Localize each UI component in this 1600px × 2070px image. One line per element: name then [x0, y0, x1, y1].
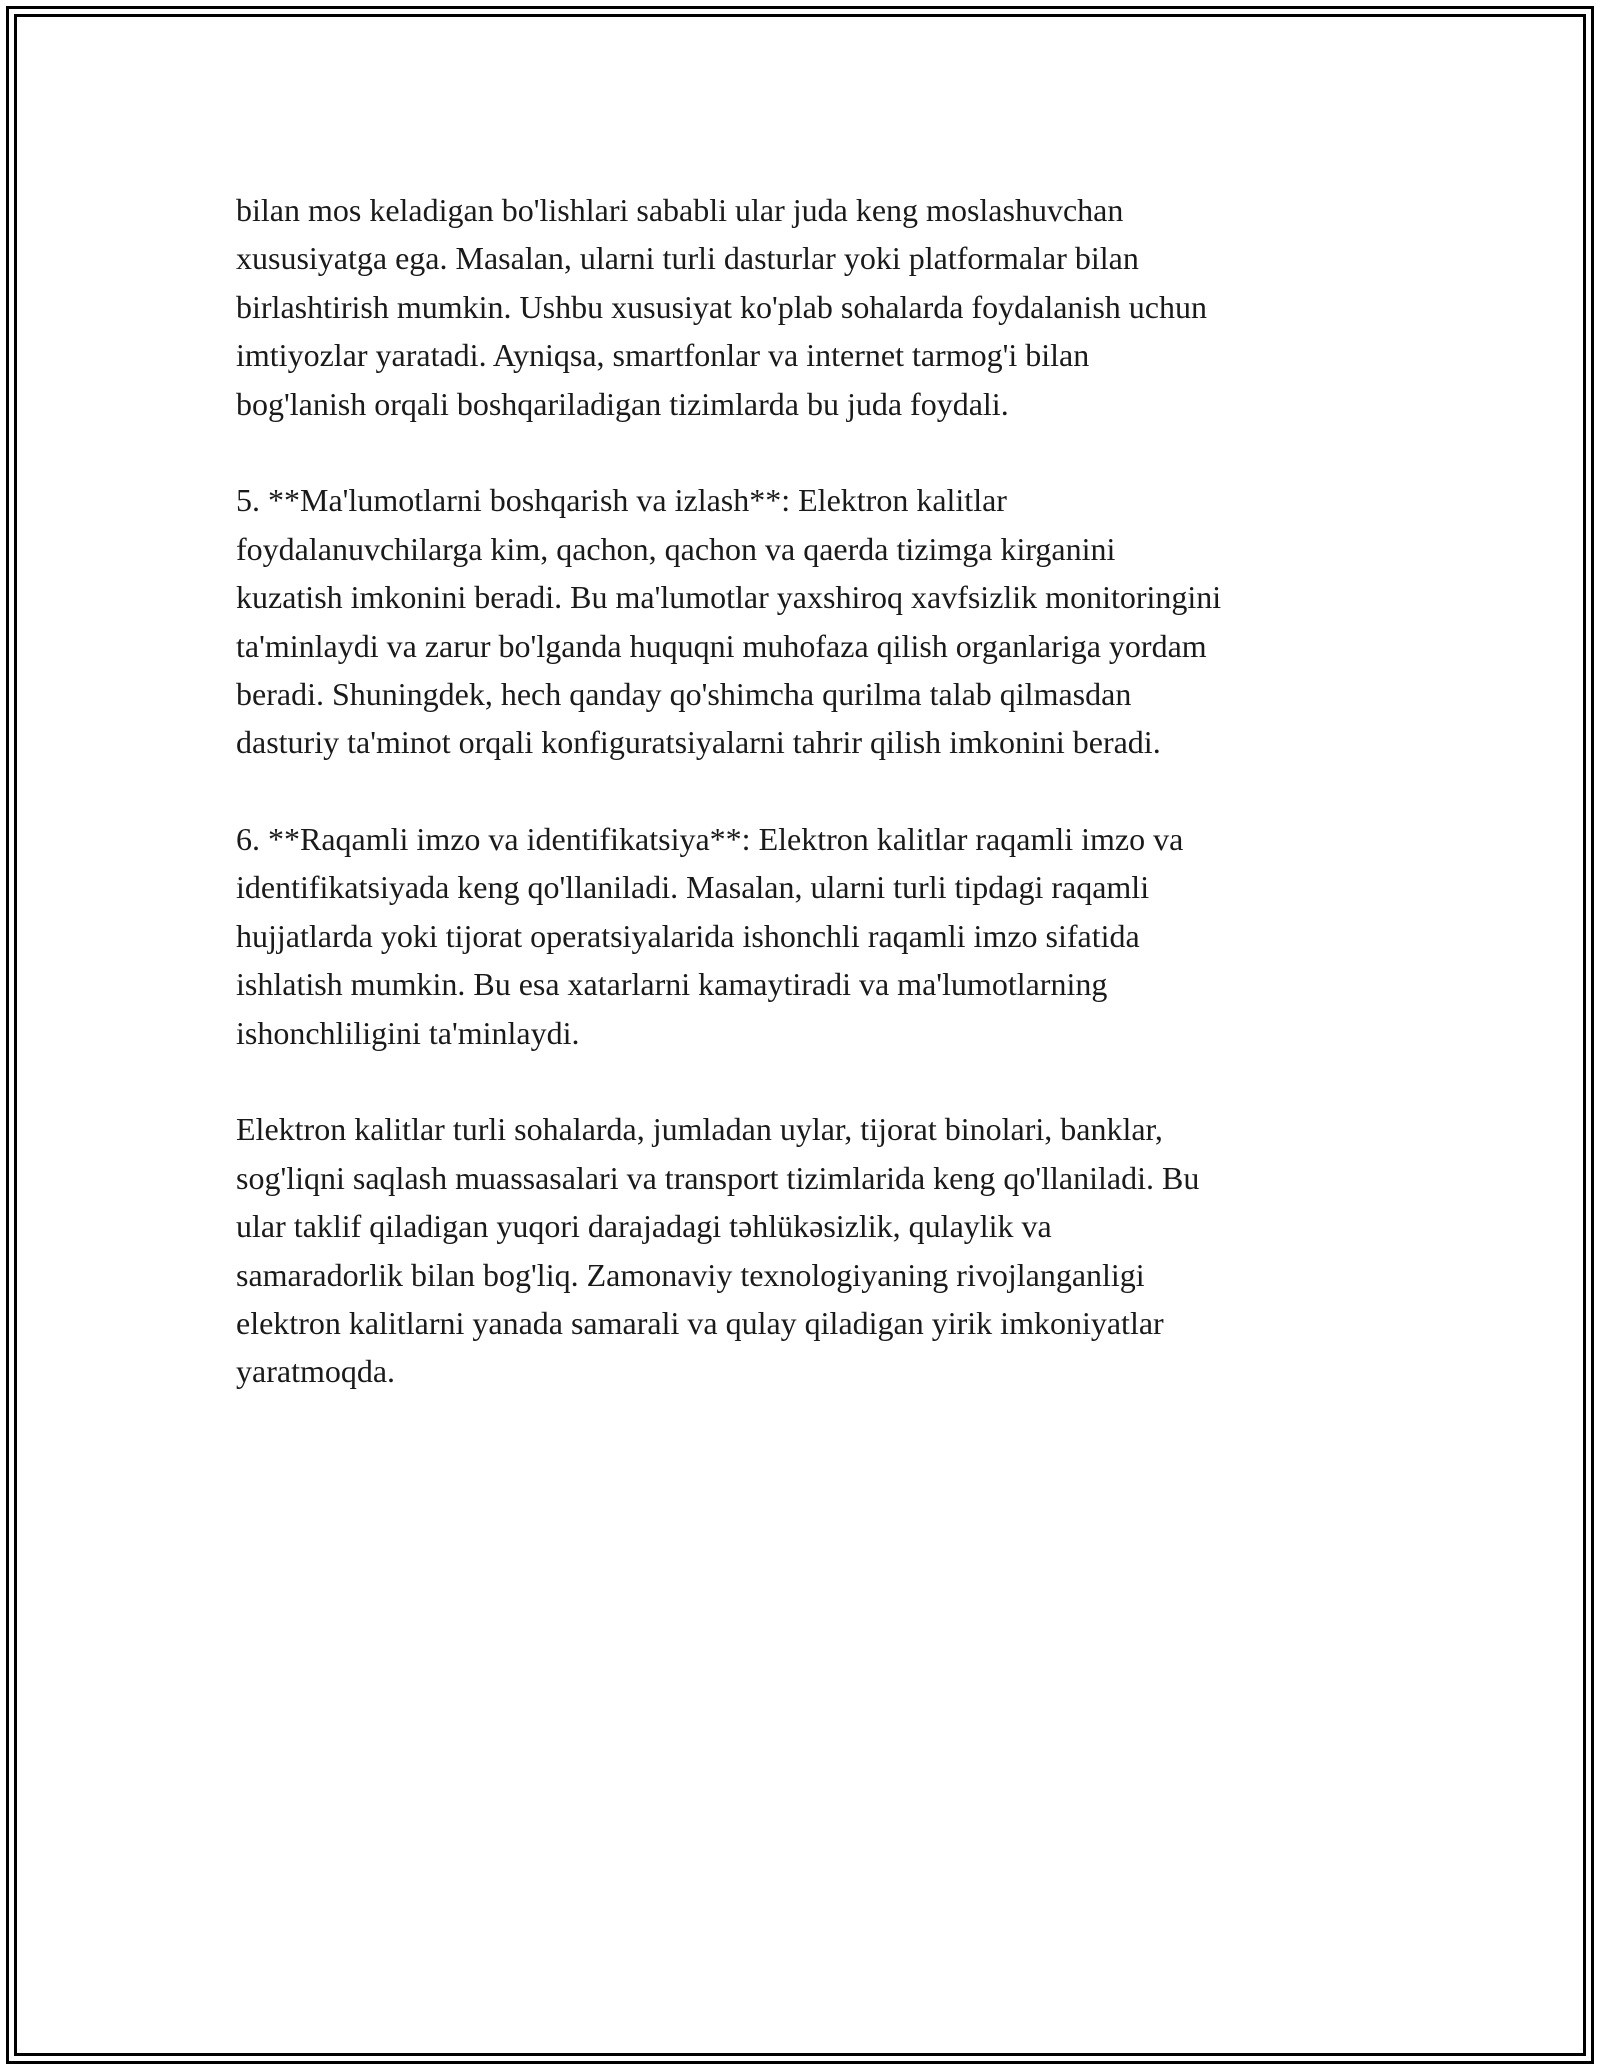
text-line: kuzatish imkonini beradi. Bu ma'lumotlar yaxshiroq xavfsizlik monitoringini: [236, 579, 1222, 616]
text-line: Elektron kalitlar turli sohalarda, jumladan uylar, tijorat binolari, banklar,: [236, 1111, 1163, 1148]
paragraph-conclusion: [236, 1105, 1396, 1395]
paragraph-continuation: [236, 186, 1396, 428]
text-line: 5. **Ma'lumotlarni boshqarish va izlash**: Elektron kalitlar: [236, 482, 1007, 519]
text-line: beradi. Shuningdek, hech qanday qo'shimcha qurilma talab qilmasdan: [236, 675, 1132, 712]
text-line: identifikatsiyada keng qo'llaniladi. Masalan, ularni turli tipdagi raqamli: [236, 869, 1150, 906]
paragraph-spacer: [236, 767, 1396, 815]
text-line: bilan mos keladigan bo'lishlari sababli ular juda keng moslashuvchan: [236, 192, 1124, 228]
text-line: sog'liqni saqlash muassasalari va transport tizimlarida keng qo'llaniladi. Bu: [236, 1159, 1200, 1196]
text-line: ta'minlaydi va zarur bo'lganda huquqni muhofaza qilish organlariga yordam: [236, 627, 1207, 664]
text-line: samaradorlik bilan bog'liq. Zamonaviy texnologiyaning rivojlanganligi: [236, 1256, 1145, 1293]
document-body: [236, 186, 1396, 1396]
text-line: imtiyozlar yaratadi. Ayniqsa, smartfonlar va internet tarmog'i bilan: [236, 337, 1090, 374]
paragraph-item-5: [236, 476, 1396, 766]
text-line: 6. **Raqamli imzo va identifikatsiya**: Elektron kalitlar raqamli imzo va: [236, 821, 1184, 858]
text-line: elektron kalitlarni yanada samarali va qulay qiladigan yirik imkoniyatlar: [236, 1304, 1164, 1341]
text-line: dasturiy ta'minot orqali konfiguratsiyalarni tahrir qilish imkonini beradi.: [236, 724, 1161, 761]
text-line: yaratmoqda.: [236, 1353, 396, 1390]
text-line: ishlatish mumkin. Bu esa xatarlarni kamaytiradi va ma'lumotlarning: [236, 966, 1108, 1003]
text-line: hujjatlarda yoki tijorat operatsiyalarida ishonchli raqamli imzo sifatida: [236, 917, 1140, 954]
paragraph-item-6: [236, 815, 1396, 1057]
paragraph-spacer: [236, 1057, 1396, 1105]
text-line: xususiyatga ega. Masalan, ularni turli dasturlar yoki platformalar bilan: [236, 240, 1139, 277]
text-line: ishonchliligini ta'minlaydi.: [236, 1014, 580, 1051]
paragraph-spacer: [236, 428, 1396, 476]
text-line: foydalanuvchilarga kim, qachon, qachon va qaerda tizimga kirganini: [236, 530, 1116, 567]
text-line: bog'lanish orqali boshqariladigan tizimlarda bu juda foydali.: [236, 385, 1009, 422]
text-line: birlashtirish mumkin. Ushbu xususiyat ko'plab sohalarda foydalanish uchun: [236, 288, 1207, 325]
text-line: ular taklif qiladigan yuqori darajadagi təhlükəsizlik, qulaylik va: [236, 1208, 1052, 1245]
